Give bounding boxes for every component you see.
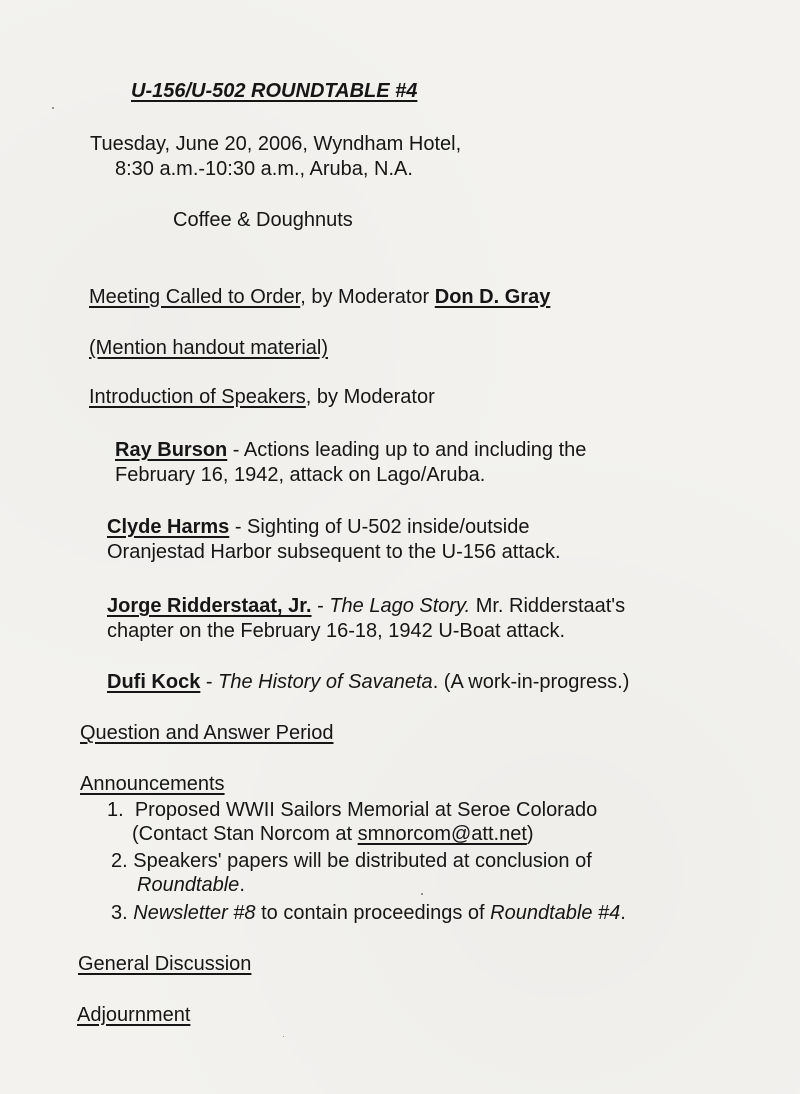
speaker-2-desc: - Sighting of U-502 inside/outside — [229, 516, 530, 538]
speaker-2-line-1 — [107, 515, 529, 539]
announcement-1-close: ) — [526, 823, 534, 845]
coffee-item: Coffee & Doughnuts — [173, 209, 353, 231]
speaker-3-line-1 — [107, 594, 625, 618]
announcement-1-number: 1. — [107, 799, 124, 821]
document-title: U-156/U-502 ROUNDTABLE #4 — [131, 80, 418, 102]
announcement-2-line-2 — [137, 873, 245, 897]
announcement-2-text: Speakers' papers will be distributed at conclusion of — [133, 850, 592, 872]
speaker-4-name: Dufi Kock — [107, 671, 201, 693]
announcement-2-period: . — [239, 874, 245, 896]
announcement-3-text: to contain proceedings of — [255, 902, 491, 924]
intro-label: Introduction of Speakers — [89, 386, 306, 408]
speaker-3-dash: - — [311, 595, 330, 617]
intro-item — [89, 385, 435, 409]
speaker-1-desc: - Actions leading up to and including the — [227, 439, 587, 461]
speaker-3-line-2: chapter on the February 16-18, 1942 U-Boat attack. — [107, 620, 566, 642]
time-location-line: 8:30 a.m.-10:30 a.m., Aruba, N.A. — [115, 158, 413, 180]
call-to-order-mid: , by Moderator — [300, 286, 435, 308]
speaker-3-desc: Mr. Ridderstaat's — [470, 595, 626, 617]
general-discussion-item: General Discussion — [78, 953, 252, 975]
speaker-4-dash: - — [200, 671, 219, 693]
announcement-2-number: 2. — [111, 850, 128, 872]
contact-email-link[interactable]: smnorcom@att.net — [357, 823, 527, 845]
announcement-1-text: Proposed WWII Sailors Memorial at Seroe Colorado — [134, 799, 598, 821]
announcement-2-roundtable: Roundtable — [137, 874, 240, 896]
announcements-label: Announcements — [80, 773, 225, 795]
date-venue-line: Tuesday, June 20, 2006, Wyndham Hotel, — [90, 133, 462, 155]
moderator-name: Don D. Gray — [434, 286, 551, 308]
handout-note: (Mention handout material) — [89, 337, 329, 359]
announcement-1-contact: (Contact Stan Norcom at — [132, 823, 358, 845]
announcement-3-number: 3. — [111, 902, 128, 924]
speaker-1-line-1 — [115, 438, 586, 462]
speaker-1-line-2: February 16, 1942, attack on Lago/Aruba. — [115, 464, 486, 486]
qa-item: Question and Answer Period — [80, 722, 334, 744]
announcement-1-line-2 — [132, 822, 534, 846]
announcement-3-line-1 — [111, 901, 626, 925]
announcement-3-roundtable: Roundtable #4 — [490, 902, 621, 924]
call-to-order-item — [89, 285, 550, 309]
speaker-3-name: Jorge Ridderstaat, Jr. — [107, 595, 312, 617]
announcement-2-line-1 — [111, 849, 592, 873]
announcement-3-period: . — [620, 902, 626, 924]
announcement-1-line-1 — [107, 798, 597, 822]
speaker-3-work: The Lago Story. — [329, 595, 471, 617]
scan-speck — [283, 1036, 284, 1037]
scan-speck — [421, 893, 423, 895]
intro-rest: , by Moderator — [305, 386, 435, 408]
newsletter-title: Newsletter #8 — [133, 902, 256, 924]
speaker-2-line-2: Oranjestad Harbor subsequent to the U-156 attack. — [107, 541, 561, 563]
speaker-2-name: Clyde Harms — [107, 516, 230, 538]
adjournment-item: Adjournment — [77, 1004, 191, 1026]
speaker-4-work: The History of Savaneta — [218, 671, 433, 693]
call-to-order-label: Meeting Called to Order — [89, 286, 301, 308]
speaker-4-desc: . (A work-in-progress.) — [432, 671, 630, 693]
scan-speck — [52, 107, 54, 109]
speaker-4-line-1 — [107, 670, 629, 694]
speaker-1-name: Ray Burson — [115, 439, 228, 461]
